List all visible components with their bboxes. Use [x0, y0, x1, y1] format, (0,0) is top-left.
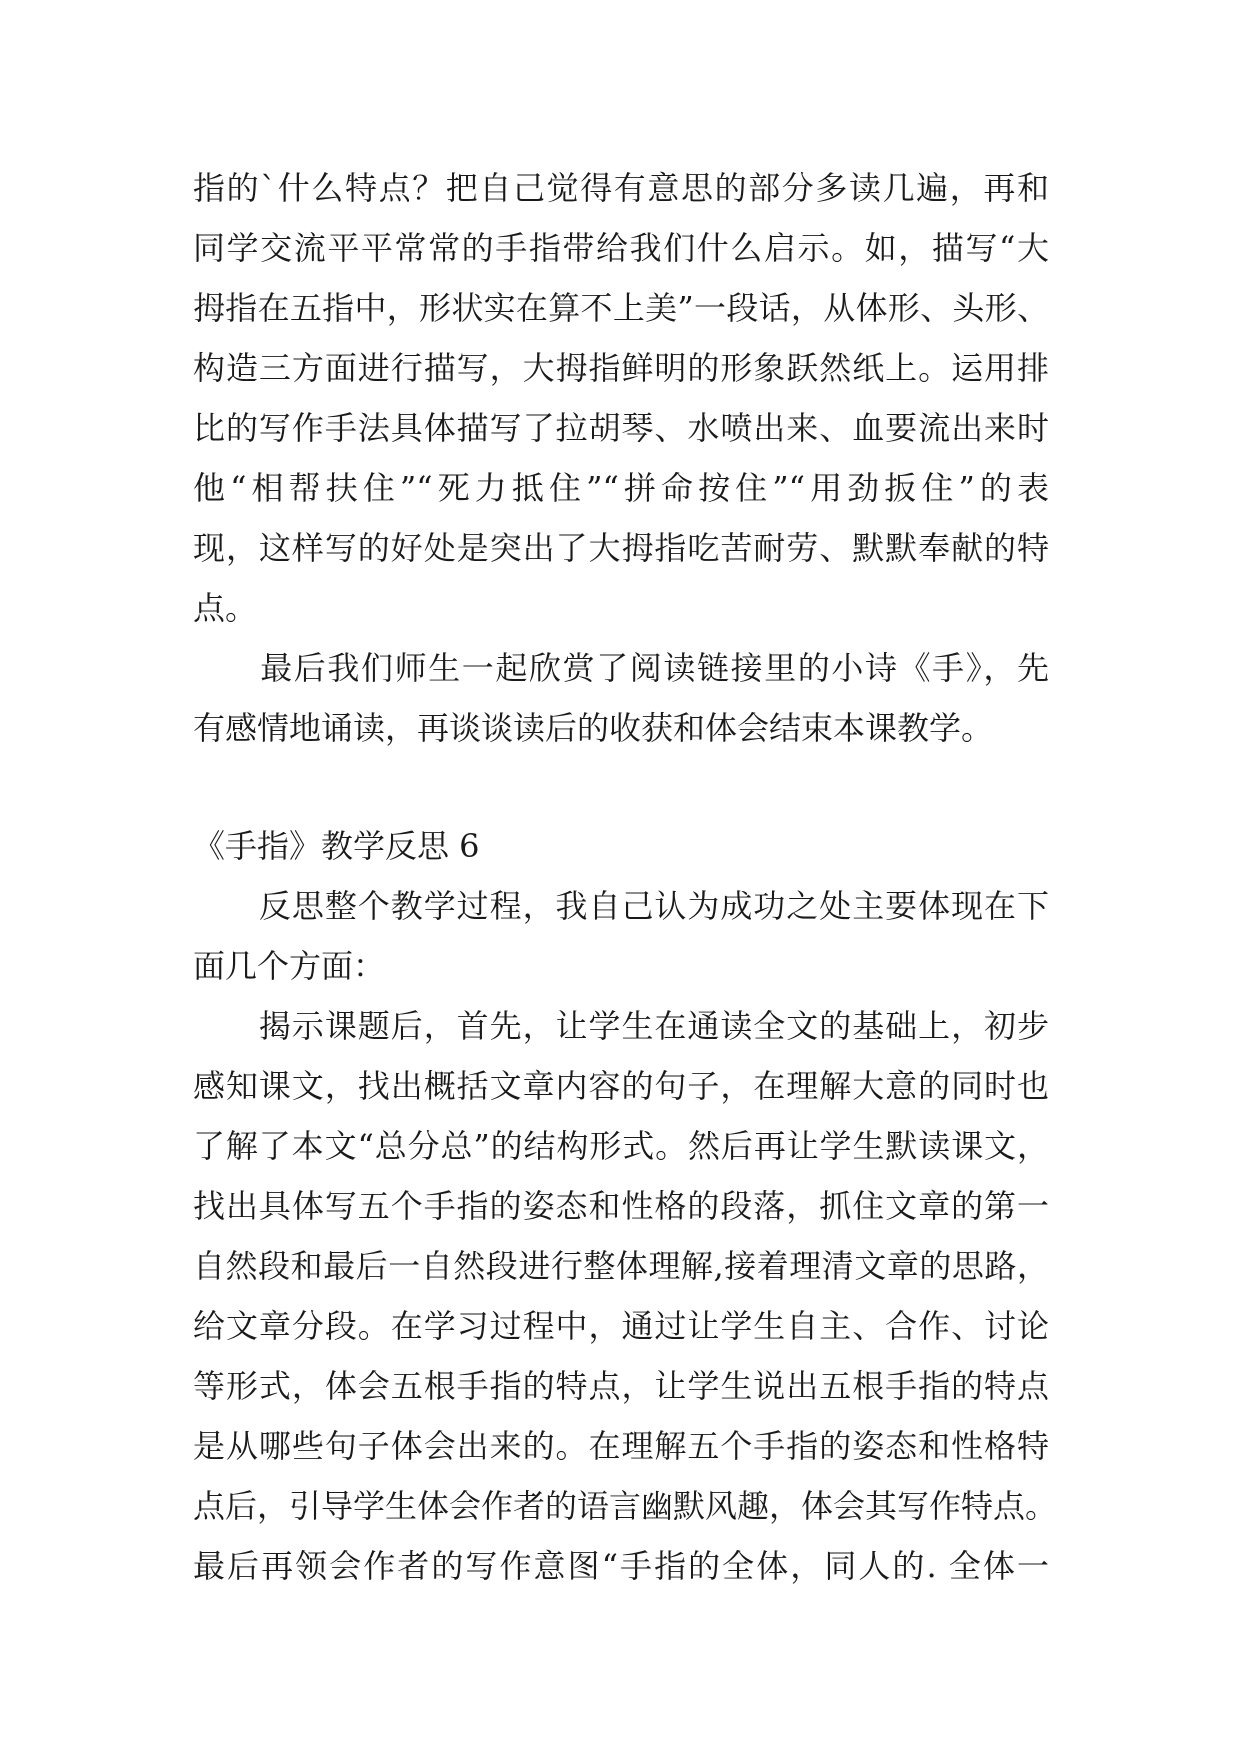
text-line: 感知课文，找出概括文章内容的句子，在理解大意的同时也 — [193, 1067, 1049, 1105]
section-heading: 《手指》教学反思 6 — [193, 827, 480, 865]
text-line: 等形式，体会五根手指的特点，让学生说出五根手指的特点 — [193, 1367, 1049, 1405]
text-line: 构造三方面进行描写，大拇指鲜明的形象跃然纸上。运用排 — [193, 349, 1049, 387]
text-line: 点。 — [193, 589, 258, 627]
text-line: 了解了本文“总分总”的结构形式。然后再让学生默读课文， — [193, 1127, 1049, 1165]
text-line: 拇指在五指中，形状实在算不上美”一段话，从体形、头形、 — [193, 289, 1049, 327]
text-line: 指的`什么特点？把自己觉得有意思的部分多读几遍，再和 — [193, 169, 1049, 207]
text-line: 有感情地诵读，再谈谈读后的收获和体会结束本课教学。 — [193, 709, 994, 747]
section-gap — [193, 758, 1049, 816]
text-line: 面几个方面： — [193, 947, 386, 985]
text-line: 比的写作手法具体描写了拉胡琴、水喷出来、血要流出来时 — [193, 409, 1049, 447]
text-line: 点后，引导学生体会作者的语言幽默风趣，体会其写作特点。 — [193, 1487, 1058, 1525]
text-line: 同学交流平平常常的手指带给我们什么启示。如，描写“大 — [193, 229, 1049, 267]
text-line: 是从哪些句子体会出来的。在理解五个手指的姿态和性格特 — [193, 1427, 1049, 1465]
text-line: 揭示课题后，首先，让学生在通读全文的基础上，初步 — [193, 1007, 1049, 1045]
document-page — [193, 158, 1058, 1596]
text-line: 他“相帮扶住”“死力抵住”“拼命按住”“用劲扳住”的表 — [193, 469, 1049, 507]
paragraph-4 — [193, 996, 1058, 1596]
text-line: 现，这样写的好处是突出了大拇指吃苦耐劳、默默奉献的特 — [193, 529, 1049, 567]
paragraph-2 — [193, 638, 1049, 758]
paragraph-1 — [193, 158, 1049, 638]
text-line: 最后再领会作者的写作意图“手指的全体，同人的. 全体一 — [193, 1547, 1049, 1585]
text-line: 给文章分段。在学习过程中，通过让学生自主、合作、讨论 — [193, 1307, 1049, 1345]
text-line: 反思整个教学过程，我自己认为成功之处主要体现在下 — [193, 887, 1049, 925]
text-line: 自然段和最后一自然段进行整体理解,接着理清文章的思路， — [193, 1247, 1049, 1285]
text-line: 找出具体写五个手指的姿态和性格的段落，抓住文章的第一 — [193, 1187, 1049, 1225]
paragraph-3 — [193, 876, 1049, 996]
text-line: 最后我们师生一起欣赏了阅读链接里的小诗《手》，先 — [193, 649, 1049, 687]
